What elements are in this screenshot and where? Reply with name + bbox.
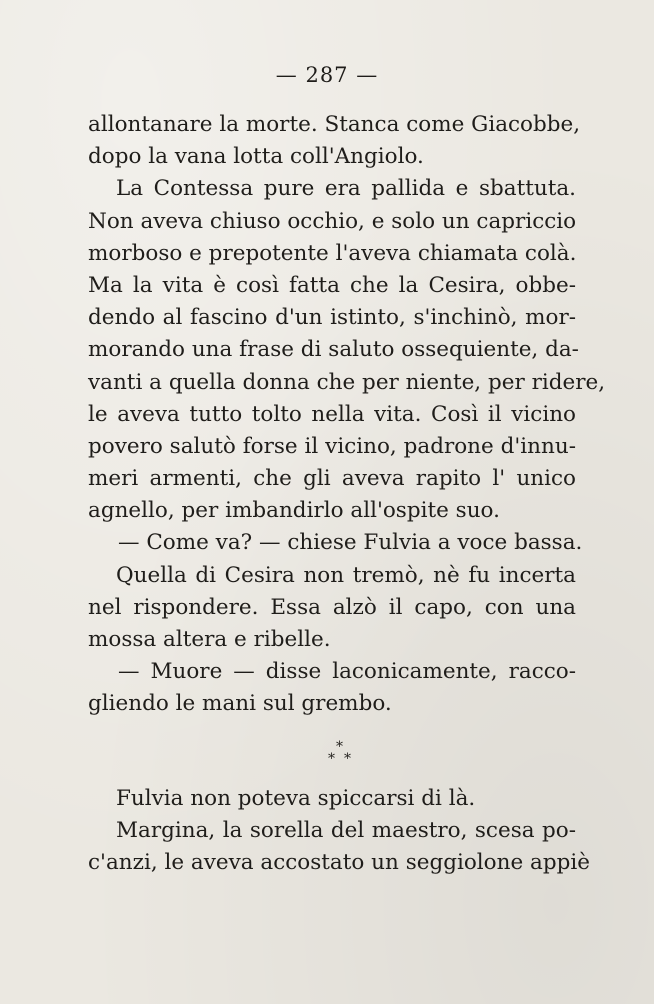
text-line: agnello, per imbandirlo all'ospite suo. <box>88 498 500 524</box>
text-line: povero salutò forse il vicino, padrone d'innu- <box>88 433 576 459</box>
text-line: vanti a quella donna che per niente, per ridere, <box>88 369 606 395</box>
text-line: dopo la vana lotta coll'Angiolo. <box>88 144 424 170</box>
text-line: Fulvia non poteva spiccarsi di là. <box>116 786 476 811</box>
dialogue-line: — Come va? — chiese Fulvia a voce bassa. <box>118 530 583 556</box>
main-text <box>88 109 606 721</box>
text-line: Ma la vita è così fatta che la Cesira, obbe- <box>88 272 576 298</box>
text-line: le aveva tutto tolto nella vita. Così il vicino <box>88 401 576 427</box>
text-line: mossa altera e ribelle. <box>88 627 331 652</box>
text-line: dendo al fascino d'un istinto, s'inchinò, mor- <box>88 305 576 331</box>
section-two-text <box>88 783 590 880</box>
page-number: — 287 — <box>275 63 379 87</box>
text-line: nel rispondere. Essa alzò il capo, con una <box>88 594 576 620</box>
text-line: allontanare la morte. Stanca come Giacobbe, <box>88 112 581 137</box>
text-line: La Contessa pure era pallida e sbattuta. <box>116 176 576 202</box>
text-line: meri armenti, che gli aveva rapito l' unico <box>88 466 576 492</box>
text-line: morboso e prepotente l'aveva chiamata colà. <box>88 240 577 266</box>
section-break-asterism <box>0 740 654 772</box>
text-line: Margina, la sorella del maestro, scesa po- <box>116 818 576 844</box>
text-line: gliendo le mani sul grembo. <box>88 691 392 717</box>
text-line: morando una frase di saluto ossequiente, da- <box>88 337 579 363</box>
text-line: c'anzi, le aveva accostato un seggiolone appiè <box>88 850 590 876</box>
asterism-star: * <box>328 751 335 767</box>
text-line: Quella di Cesira non tremò, nè fu incerta <box>116 562 576 588</box>
text-line: Non aveva chiuso occhio, e solo un capriccio <box>88 208 577 234</box>
asterism-star: * <box>336 739 343 755</box>
asterism-star: * <box>344 751 351 767</box>
dialogue-line: — Muore — disse laconicamente, racco- <box>118 659 576 685</box>
